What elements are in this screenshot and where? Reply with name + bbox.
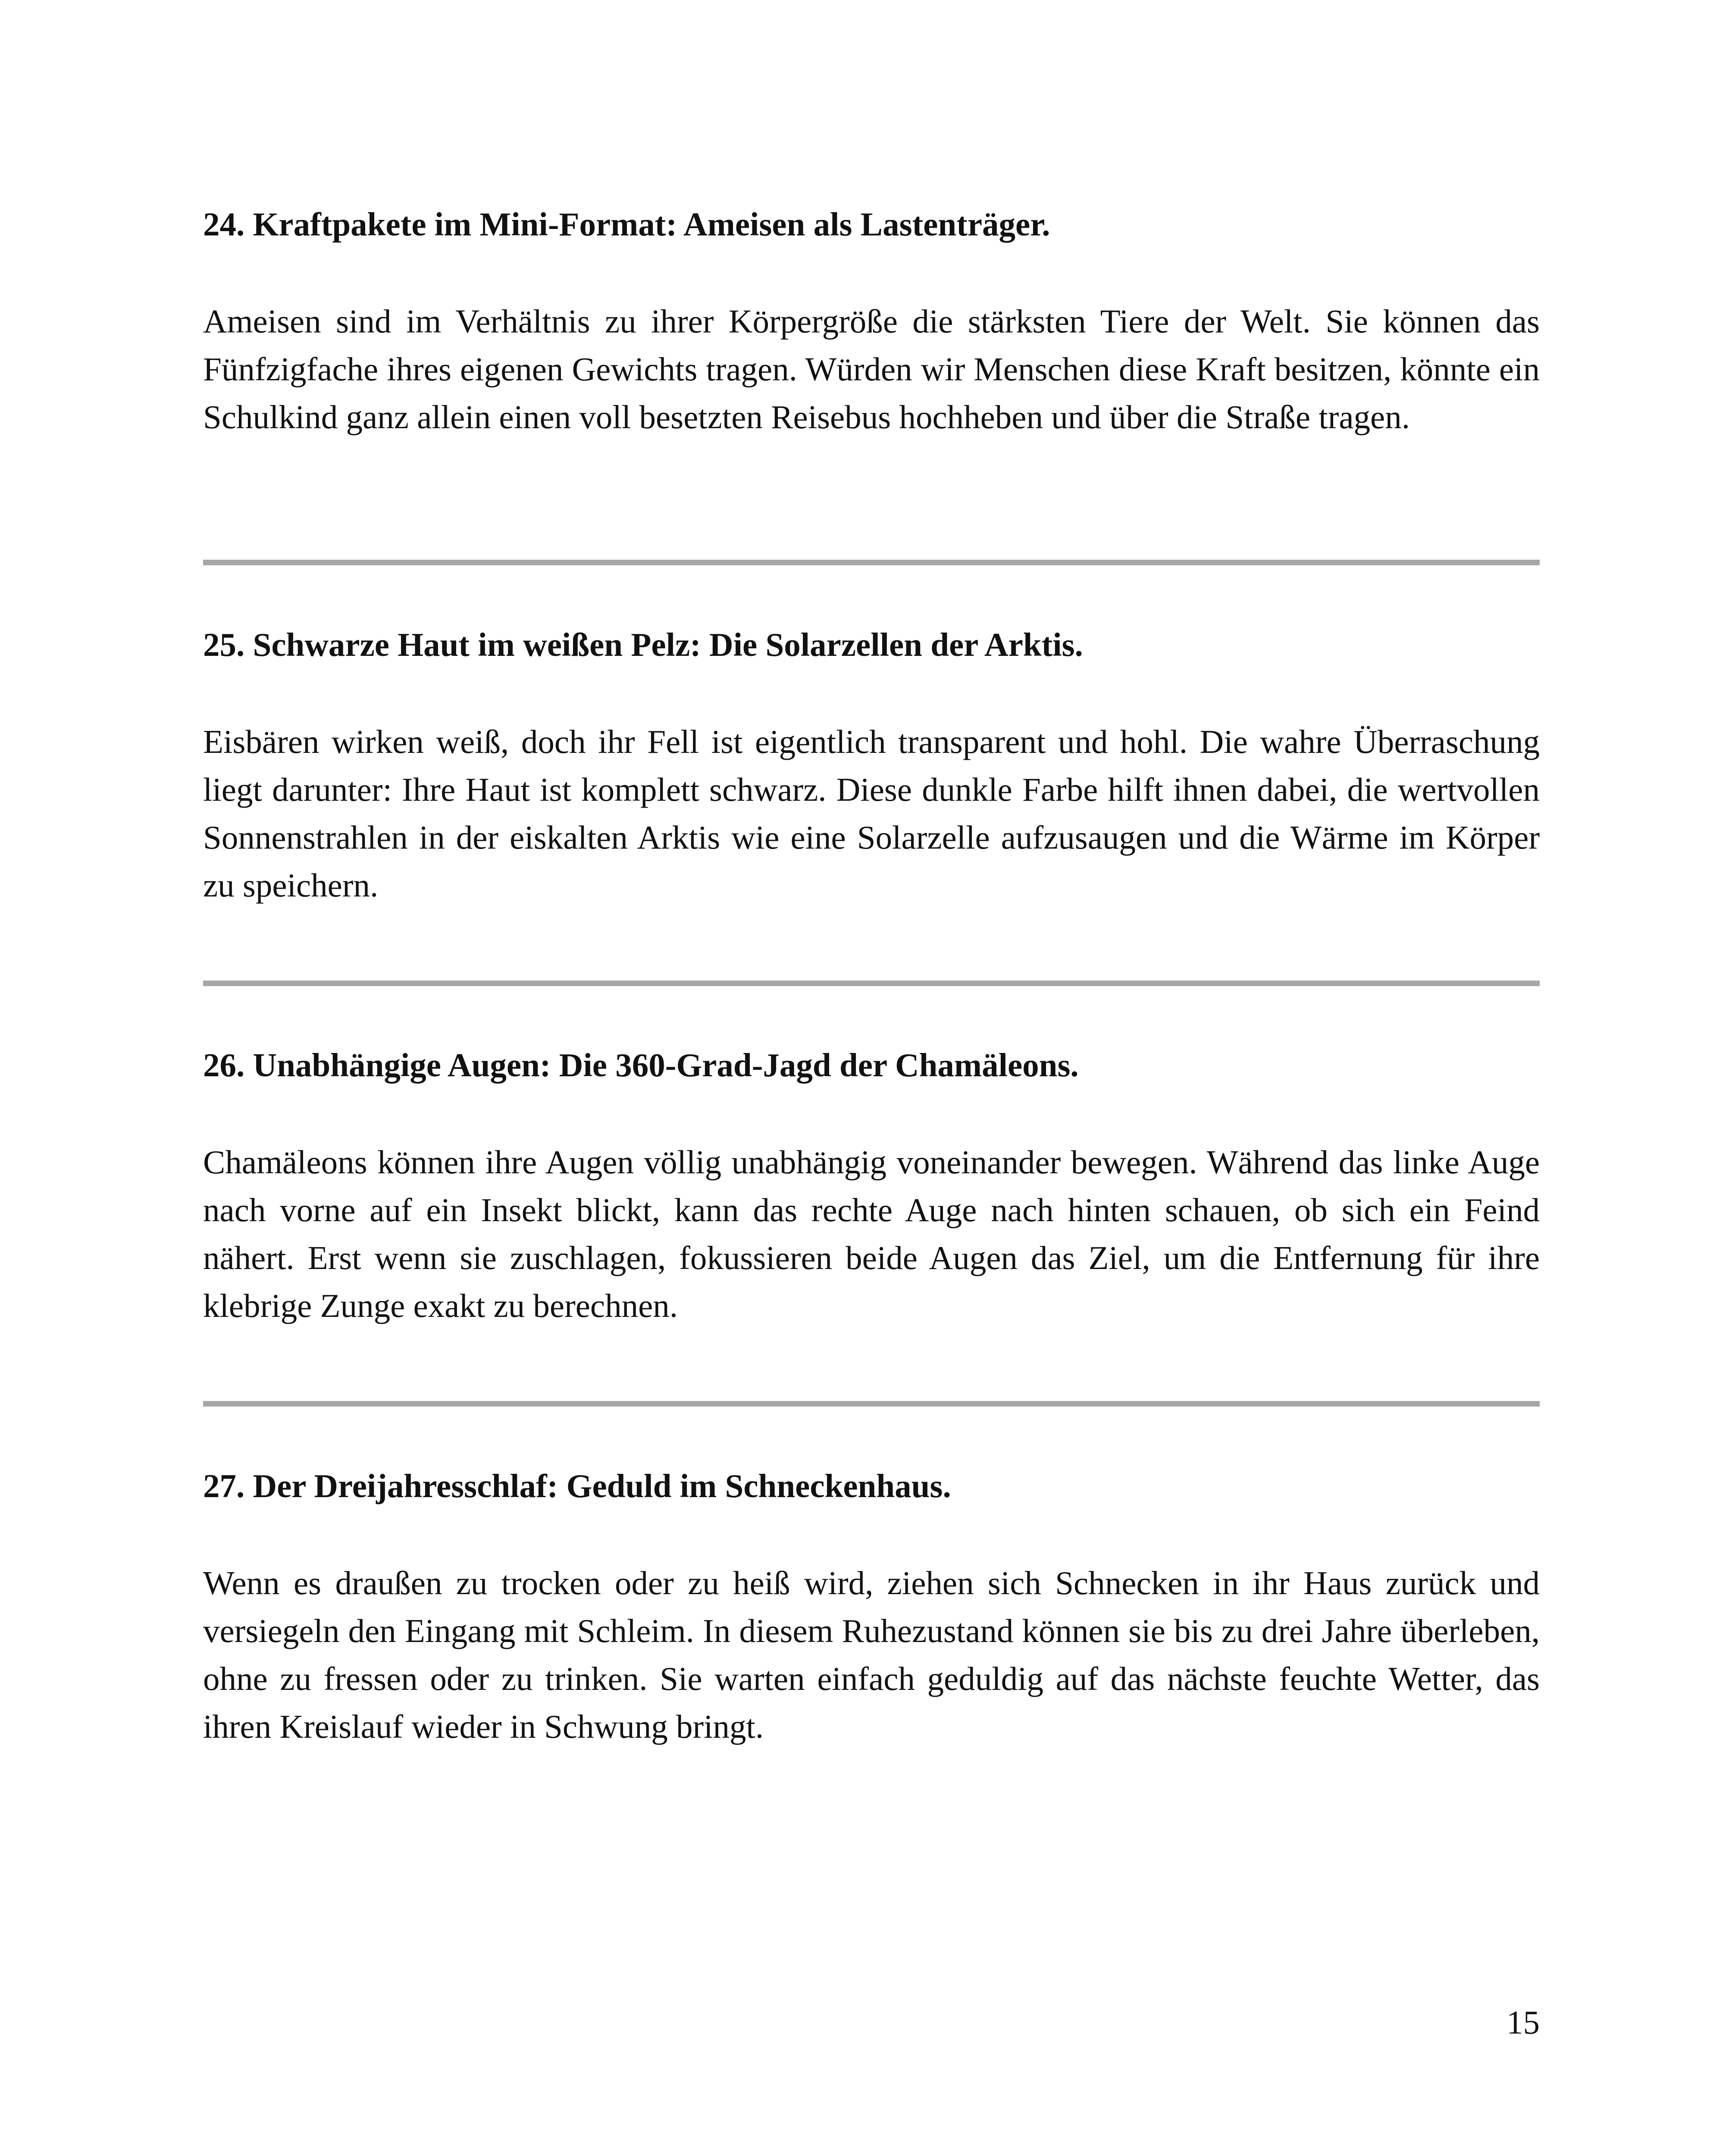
section-heading: 26. Unabhängige Augen: Die 360-Grad-Jagd der Chamäleons. [203, 1047, 1079, 1084]
section-26 [203, 1044, 1540, 1330]
section-heading: 25. Schwarze Haut im weißen Pelz: Die Solarzellen der Arktis. [203, 626, 1083, 663]
section-heading: 27. Der Dreijahresschlaf: Geduld im Schneckenhaus. [203, 1467, 951, 1504]
section-divider [203, 1401, 1540, 1407]
section-body: Ameisen sind im Verhältnis zu ihrer Körpergröße die stärksten Tiere der Welt. Sie können das Fünfzigfache ihres eigenen Gewichts tragen. Würden wir Menschen diese Kraft besitzen, könnte ein Schulkind ganz allein einen voll besetzten Reisebus hochheben und über die Straße tragen. [203, 303, 1540, 436]
section-body: Eisbären wirken weiß, doch ihr Fell ist eigentlich transparent und hohl. Die wahre Überraschung liegt darunter: Ihre Haut ist komplett schwarz. Diese dunkle Farbe hilft ihnen dabei, die wertvollen Sonnenstrahlen in der eiskalten Arktis wie eine Solarzelle aufzusaugen und die Wärme im Körper zu speichern. [203, 723, 1540, 904]
section-27 [203, 1464, 1540, 1751]
section-divider [203, 981, 1540, 986]
section-25 [203, 623, 1540, 909]
section-body: Chamäleons können ihre Augen völlig unabhängig voneinander bewegen. Während das linke Auge nach vorne auf ein Insekt blickt, kann das rechte Auge nach hinten schauen, ob sich ein Feind nähert. Erst wenn sie zuschlagen, fokussieren beide Augen das Ziel, um die Entfernung für ihre klebrige Zunge exakt zu berechnen. [203, 1144, 1540, 1324]
section-heading: 24. Kraftpakete im Mini-Format: Ameisen als Lastenträger. [203, 206, 1050, 243]
section-divider [203, 560, 1540, 565]
section-24 [203, 203, 1540, 441]
page-number: 15 [1506, 2004, 1540, 2041]
section-body: Wenn es draußen zu trocken oder zu heiß wird, ziehen sich Schnecken in ihr Haus zurück und versiegeln den Eingang mit Schleim. In diesem Ruhezustand können sie bis zu drei Jahre überleben, ohne zu fressen oder zu trinken. Sie warten einfach geduldig auf das nächste feuchte Wetter, das ihren Kreislauf wieder in Schwung bringt. [203, 1564, 1540, 1745]
